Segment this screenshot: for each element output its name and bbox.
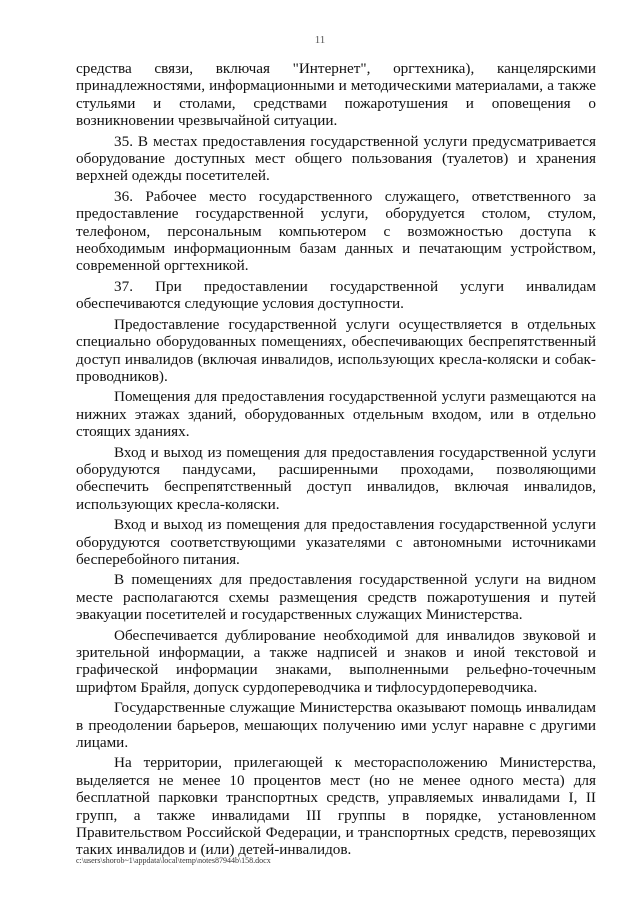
footer-file-path: c:\users\shorob~1\appdata\local\temp\notes87944b\158.docx [76,856,271,865]
paragraph-assistance: Государственные служащие Министерства оказывают помощь инвалидам в преодолении барьеров, мешающих получению ими услуг наравне с другими лицами. [76,699,596,752]
paragraph-ramps: Вход и выход из помещения для предоставления государственной услуги оборудуются пандусами, расширенными проходами, позволяющими обеспечить беспрепятственный доступ инвалидов, включая инвалидов, использующих кресла-коляски. [76,443,596,513]
paragraph-signs: Вход и выход из помещения для предоставления государственной услуги оборудуются соответствующими указателями с автономными источниками бесперебойного питания. [76,516,596,568]
page-number: 11 [314,34,326,46]
paragraph-accessible-premises: Предоставление государственной услуги осуществляется в отдельных специально оборудованных помещениях, обеспечивающих беспрепятственный доступ инвалидов (включая инвалидов, использующих кресла-коляски и собак-проводников). [76,315,596,385]
paragraph-evacuation-schemes: В помещениях для предоставления государственной услуги на видном месте располагаются схемы размещения средств пожаротушения и путей эвакуации посетителей и государственных служащих Министерства. [76,571,596,624]
paragraph-braille: Обеспечивается дублирование необходимой для инвалидов звуковой и зрительной информации, а также надписей и знаков и иной текстовой и графической информации знаками, выполненными рельефно-точечным шрифтом Брайля, допуск сурдопереводчика и тифлосурдопереводчика. [76,626,596,696]
paragraph-parking: На территории, прилегающей к месторасположению Министерства, выделяется не менее 10 процентов мест (но не менее одного места) для бесплатной парковки транспортных средств, управляемых инвалидами I, II групп, а также инвалидами III группы в порядке, установленном Правительством Российской Федерации, и транспортных средств, перевозящих таких инвалидов и (или) детей-инвалидов. [76,754,596,859]
paragraph-item-37: 37. При предоставлении государственной услуги инвалидам обеспечиваются следующие условия доступности. [76,277,596,313]
paragraph-lower-floors: Помещения для предоставления государственной услуги размещаются на нижних этажах зданий, оборудованных отдельным входом, или в отдельно стоящих зданиях. [76,388,596,441]
document-body [76,60,596,862]
paragraph-continuation: средства связи, включая "Интернет", оргтехника), канцелярскими принадлежностями, информационными и методическими материалами, а также стульями и столами, средствами пожаротушения и оповещения о возникновении чрезвычайной ситуации. [76,60,596,130]
paragraph-item-35: 35. В местах предоставления государственной услуги предусматривается оборудование доступных мест общего пользования (туалетов) и хранения верхней одежды посетителей. [76,132,596,185]
paragraph-item-36: 36. Рабочее место государственного служащего, ответственного за предоставление государственной услуги, оборудуется столом, стулом, телефоном, персональным компьютером с возможностью доступа к необходимым информационным базам данных и печатающим устройством, современной оргтехникой. [76,187,596,275]
